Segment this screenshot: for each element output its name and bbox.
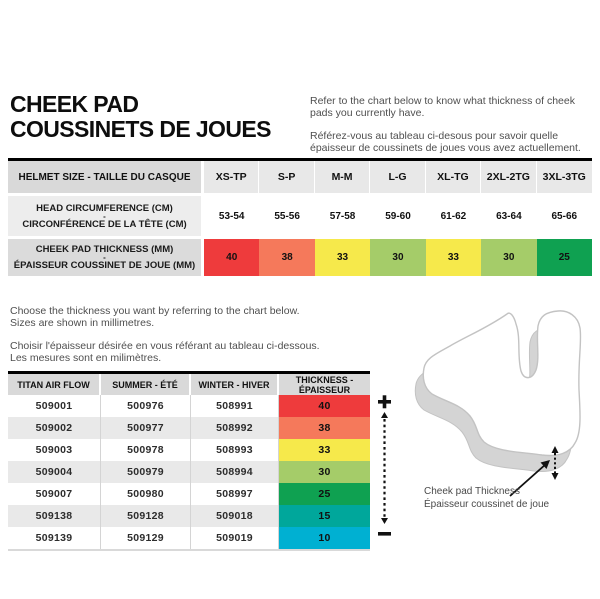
head-circumference-row xyxy=(8,196,592,236)
model-number: 509139 xyxy=(8,527,101,549)
thickness-swatch: 10 xyxy=(279,527,370,549)
helmet-size-header-label: HELMET SIZE - TAILLE DU CASQUE xyxy=(8,161,204,193)
summer-part-number: 500978 xyxy=(101,439,191,461)
winter-part-number: 509018 xyxy=(191,505,279,527)
winter-part-number: 509019 xyxy=(191,527,279,549)
size-col-xl: XL-TG xyxy=(426,161,481,193)
part-number-table xyxy=(8,371,370,551)
cheek-pad-diagram xyxy=(412,300,600,502)
summer-part-number: 500979 xyxy=(101,461,191,483)
model-number: 509001 xyxy=(8,395,101,417)
circumference-value: 53-54 xyxy=(204,196,259,236)
minus-icon xyxy=(378,532,391,536)
pad-thickness-row xyxy=(8,239,592,276)
summer-part-number: 500980 xyxy=(101,483,191,505)
thickness-swatch: 25 xyxy=(279,483,370,505)
table-row xyxy=(8,439,370,461)
size-col-s: S-P xyxy=(259,161,314,193)
circumference-value: 61-62 xyxy=(426,196,481,236)
table-row xyxy=(8,505,370,527)
arrow-up-head xyxy=(381,412,388,418)
thickness-value-swatch: 25 xyxy=(537,239,592,276)
size-col-m: M-M xyxy=(315,161,370,193)
summer-part-number: 500977 xyxy=(101,417,191,439)
part-table-header-row xyxy=(8,374,370,395)
thickness-value-swatch: 30 xyxy=(481,239,536,276)
thickness-value-swatch: 33 xyxy=(315,239,370,276)
intro-paragraph-fr: Référez-vous au tableau ci-desous pour savoir quelle épaisseur de coussinets de joues vous avez actuellement. xyxy=(310,130,581,154)
plus-icon xyxy=(378,395,391,408)
model-number: 509007 xyxy=(8,483,101,505)
size-col-2xl: 2XL-2TG xyxy=(481,161,536,193)
model-number: 509003 xyxy=(8,439,101,461)
table-row xyxy=(8,417,370,439)
thickness-scale-arrow xyxy=(374,393,396,543)
table-row xyxy=(8,461,370,483)
summer-part-number: 500976 xyxy=(101,395,191,417)
winter-part-number: 508994 xyxy=(191,461,279,483)
col-header-summer: SUMMER - ÉTÉ xyxy=(101,374,191,395)
winter-part-number: 508992 xyxy=(191,417,279,439)
summer-part-number: 509129 xyxy=(101,527,191,549)
pad-thickness-label: CHEEK PAD THICKNESS (MM) - ÉPAISSEUR COUSSINET DE JOUE (MM) xyxy=(8,239,204,276)
circumference-value: 57-58 xyxy=(315,196,370,236)
circumference-value: 55-56 xyxy=(259,196,314,236)
circumference-value: 59-60 xyxy=(370,196,425,236)
thickness-value-swatch: 40 xyxy=(204,239,259,276)
choose-paragraph-en: Choose the thickness you want by referring to the chart below. Sizes are shown in millimetres. xyxy=(10,305,300,329)
col-header-winter: WINTER - HIVER xyxy=(191,374,279,395)
cheek-pad-thickness-label: Cheek pad Thickness Épaisseur coussinet de joue xyxy=(424,486,550,510)
page-title-line2: COUSSINETS DE JOUES xyxy=(10,116,271,142)
table-row xyxy=(8,395,370,417)
thickness-swatch: 38 xyxy=(279,417,370,439)
col-header-thickness: THICKNESS - ÉPAISSEUR xyxy=(279,374,370,395)
model-number: 509002 xyxy=(8,417,101,439)
model-number: 509138 xyxy=(8,505,101,527)
thickness-swatch: 40 xyxy=(279,395,370,417)
circumference-value: 63-64 xyxy=(481,196,536,236)
circumference-value: 65-66 xyxy=(537,196,592,236)
arrow-down-head xyxy=(381,518,388,524)
thickness-swatch: 30 xyxy=(279,461,370,483)
thickness-value-swatch: 38 xyxy=(259,239,314,276)
size-col-3xl: 3XL-3TG xyxy=(537,161,592,193)
summer-part-number: 509128 xyxy=(101,505,191,527)
winter-part-number: 508993 xyxy=(191,439,279,461)
pad-top-shape xyxy=(423,311,580,456)
thickness-value-swatch: 30 xyxy=(370,239,425,276)
winter-part-number: 508997 xyxy=(191,483,279,505)
winter-part-number: 508991 xyxy=(191,395,279,417)
size-col-xs: XS-TP xyxy=(204,161,259,193)
thickness-swatch: 15 xyxy=(279,505,370,527)
choose-text xyxy=(10,305,370,375)
thickness-value-swatch: 33 xyxy=(426,239,481,276)
intro-text xyxy=(310,95,596,165)
table-row xyxy=(8,527,370,549)
head-circumference-label: HEAD CIRCUMFERENCE (CM) - CIRCONFÉRENCE DE LA TÊTE (CM) xyxy=(8,196,204,236)
page-title-line1: CHEEK PAD xyxy=(10,91,139,117)
choose-paragraph-fr: Choisir l'épaisseur désirée en vous référant au tableau ci-dessous. Les mesures sont en milimètres. xyxy=(10,340,320,364)
table-row xyxy=(8,483,370,505)
model-number: 509004 xyxy=(8,461,101,483)
helmet-size-table xyxy=(8,158,592,276)
page-title xyxy=(10,92,271,142)
thickness-swatch: 33 xyxy=(279,439,370,461)
size-col-l: L-G xyxy=(370,161,425,193)
col-header-titan-air-flow: TITAN AIR FLOW xyxy=(8,374,101,395)
intro-paragraph-en: Refer to the chart below to know what thickness of cheek pads you currently have. xyxy=(310,95,575,119)
helmet-size-header-row xyxy=(8,161,592,193)
part-table-body xyxy=(8,395,370,549)
